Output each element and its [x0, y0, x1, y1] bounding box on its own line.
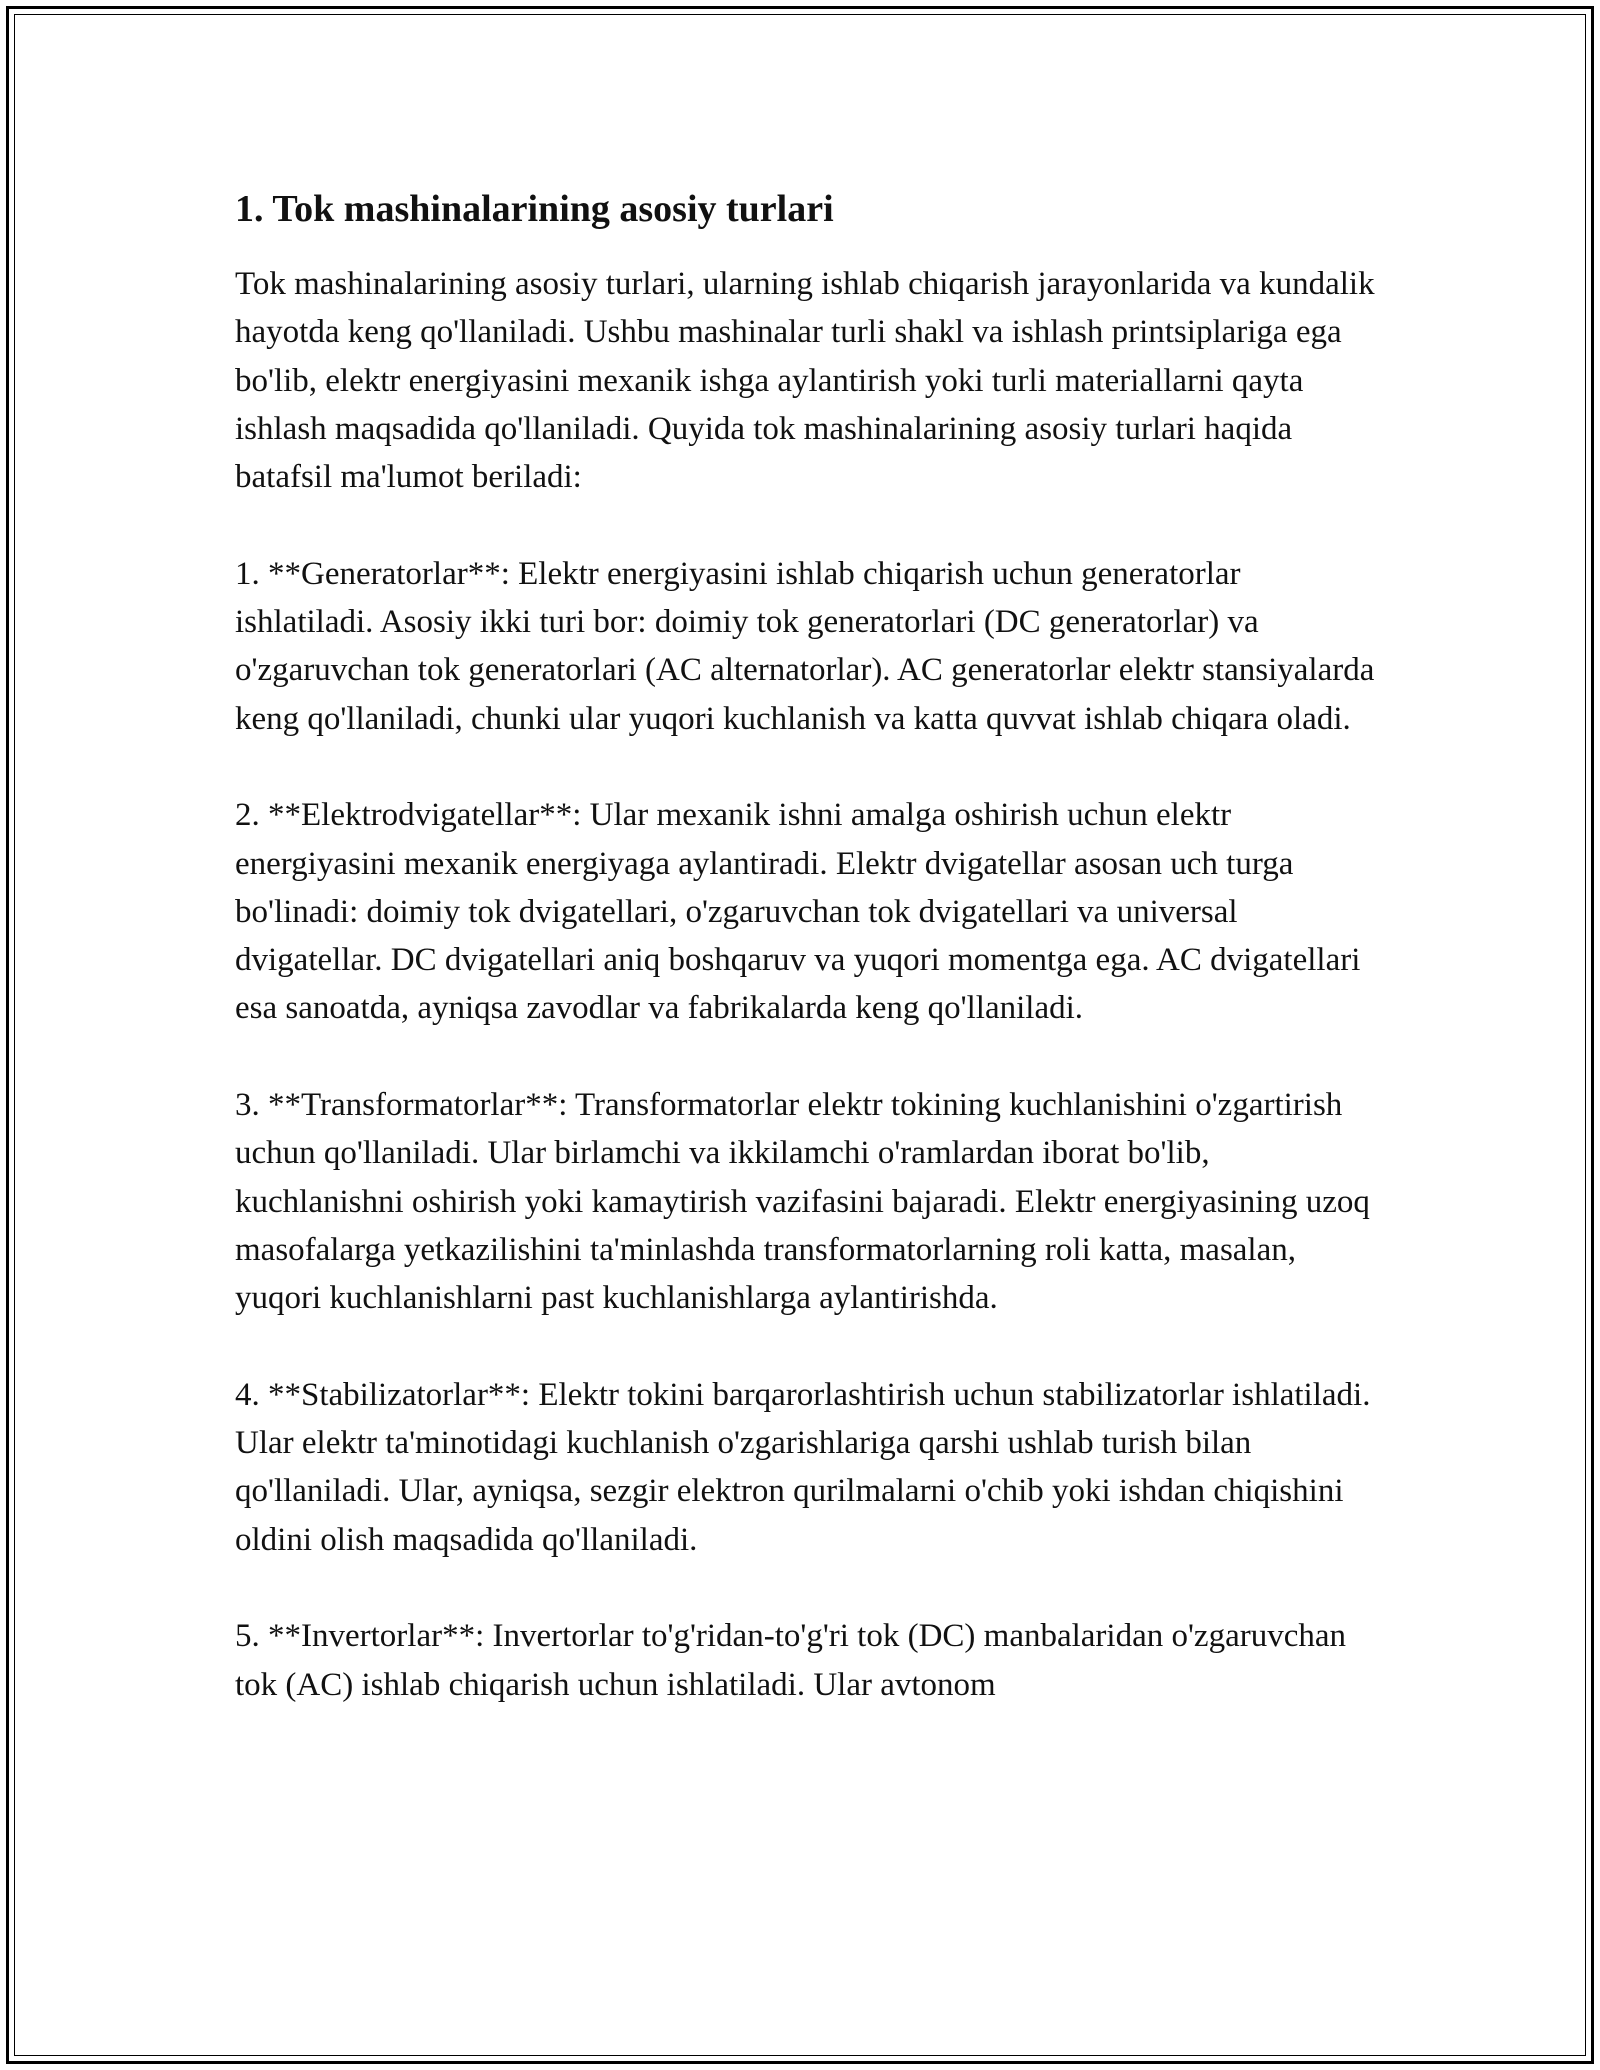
paragraph-invertorlar: 5. **Invertorlar**: Invertorlar to'g'ridan-to'g'ri tok (DC) manbalaridan o'zgaruvchan tok (AC) ishlab chiqarish uchun ishlatiladi. Ular avtonom [235, 1618, 1347, 1703]
page-title: 1. Tok mashinalarining asosiy turlari [235, 188, 834, 230]
paragraph-intro: Tok mashinalarining asosiy turlari, ularning ishlab chiqarish jarayonlarida va kundalik hayotda keng qo'llaniladi. Ushbu mashinalar turli shakl va ishlash printsiplariga ega bo'lib, elektr energiyasini mexanik ishga aylantirish yoki turli materiallarni qayta ishlash maqsadida qo'llaniladi. Quyida tok mashinalarining asosiy turlari haqida batafsil ma'lumot beriladi: [235, 266, 1375, 496]
paragraph-generatorlar: 1. **Generatorlar**: Elektr energiyasini ishlab chiqarish uchun generatorlar ishlatiladi. Asosiy ikki turi bor: doimiy tok generatorlari (DC generatorlar) va o'zgaruvchan tok generatorlari (AC alternatorlar). AC generatorlar elektr stansiyalarda keng qo'llaniladi, chunki ular yuqori kuchlanish va katta quvvat ishlab chiqara oladi. [235, 555, 1375, 737]
document-body [235, 185, 1375, 1757]
paragraph-transformatorlar: 3. **Transformatorlar**: Transformatorlar elektr tokining kuchlanishini o'zgartirish uchun qo'llaniladi. Ular birlamchi va ikkilamchi o'ramlardan iborat bo'lib, kuchlanishni oshirish yoki kamaytirish vazifasini bajaradi. Elektr energiyasining uzoq masofalarga yetkazilishini ta'minlashda transformatorlarning roli katta, masalan, yuqori kuchlanishlarni past kuchlanishlarga aylantirishda. [235, 1087, 1370, 1317]
paragraph-stabilizatorlar: 4. **Stabilizatorlar**: Elektr tokini barqarorlashtirish uchun stabilizatorlar ishlatiladi. Ular elektr ta'minotidagi kuchlanish o'zgarishlariga qarshi ushlab turish bilan qo'llaniladi. Ular, ayniqsa, sezgir elektron qurilmalarni o'chib yoki ishdan chiqishini oldini olish maqsadida qo'llaniladi. [235, 1376, 1371, 1558]
paragraph-elektrodvigatellar: 2. **Elektrodvigatellar**: Ular mexanik ishni amalga oshirish uchun elektr energiyasini mexanik energiyaga aylantiradi. Elektr dvigatellar asosan uch turga bo'linadi: doimiy tok dvigatellari, o'zgaruvchan tok dvigatellari va universal dvigatellar. DC dvigatellari aniq boshqaruv va yuqori momentga ega. AC dvigatellari esa sanoatda, ayniqsa zavodlar va fabrikalarda keng qo'llaniladi. [235, 797, 1361, 1027]
